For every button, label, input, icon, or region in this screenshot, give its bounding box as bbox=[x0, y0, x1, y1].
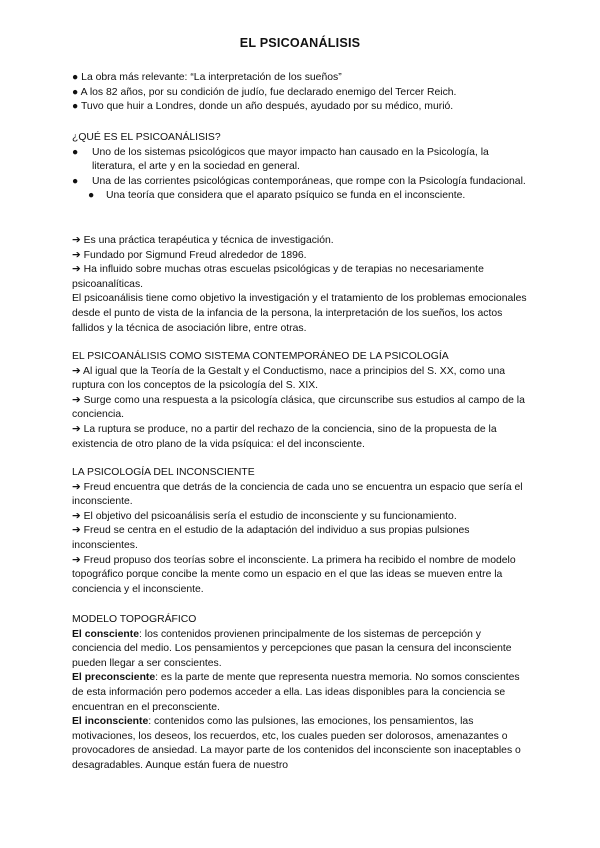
arrow-line: ➔ Freud propuso dos teorías sobre el inconsciente. La primera ha recibido el nombre de modelo topográfico porque concibe la mente como un espacio en el que las ideas se mueven entre la conciencia y el inconsciente. bbox=[72, 554, 516, 595]
arrow-line: ➔ Freud se centra en el estudio de la adaptación del individuo a sus propias pulsiones inconscientes. bbox=[72, 525, 470, 551]
arrow-line: ➔ Ha influido sobre muchas otras escuelas psicológicas y de terapias no necesariamente psicoanalíticas. bbox=[72, 264, 484, 290]
arrow-line: ➔ El objetivo del psicoanálisis sería el estudio de inconsciente y su funcionamiento. bbox=[72, 510, 457, 522]
bullet-icon: ● bbox=[72, 175, 79, 187]
intro-line: ● A los 82 años, por su condición de judío, fue declarado enemigo del Tercer Reich. bbox=[72, 86, 457, 98]
definition-term: El preconsciente bbox=[72, 672, 156, 684]
definition-paragraph bbox=[72, 628, 528, 672]
definition-paragraph bbox=[72, 715, 528, 773]
bullet-list bbox=[72, 146, 528, 204]
arrow-line: ➔ Es una práctica terapéutica y técnica de investigación. bbox=[72, 235, 334, 246]
definition-text: : los contenidos provienen principalmente de los sistemas de percepción y conciencia del medio. Los pensamientos y percepciones que pasan la censura del inconsciente pueden llegar a ser conscientes. bbox=[72, 628, 512, 669]
definition-text: : es la parte de mente que representa nuestra memoria. No somos conscientes de esta información pero podemos acceder a ella. Las ideas disponibles para la conciencia se encuentran en el preconsciente. bbox=[72, 672, 520, 713]
system-section bbox=[72, 350, 528, 452]
definition-term: El inconsciente bbox=[72, 716, 149, 728]
list-item bbox=[72, 175, 528, 190]
definition-text: : contenidos como las pulsiones, las emociones, los pensamientos, las motivaciones, los deseos, los recuerdos, etc, los cuales pueden ser dolorosos, amenazantes o provocadores de ansiedad. La mayor parte de los contenidos del inconsciente son inaceptables o desagradables. Aunque están fuera de nuestro bbox=[72, 716, 521, 771]
bullet-icon: ● bbox=[88, 190, 95, 202]
intro-line: ● La obra más relevante: “La interpretación de los sueños” bbox=[72, 72, 342, 83]
arrow-line: ➔ Fundado por Sigmund Freud alrededor de 1896. bbox=[72, 249, 307, 261]
bullet-icon: ● bbox=[72, 146, 79, 158]
list-item bbox=[72, 146, 528, 175]
list-item-text: Uno de los sistemas psicológicos que mayor impacto han causado en la Psicología, la literatura, el arte y en la sociedad en general. bbox=[92, 146, 489, 173]
list-item bbox=[72, 189, 528, 204]
unconscious-section bbox=[72, 466, 528, 597]
page-title: EL PSICOANÁLISIS bbox=[239, 36, 361, 50]
topographic-section bbox=[72, 613, 528, 774]
arrow-line: ➔ La ruptura se produce, no a partir del rechazo de la conciencia, sino de la propuesta de la existencia de otro plano de la vida psíquica: el del inconsciente. bbox=[72, 423, 497, 450]
section-heading: MODELO TOPOGRÁFICO bbox=[72, 614, 197, 625]
arrow-line: ➔ Surge como una respuesta a la psicología clásica, que circunscribe sus estudios al campo de la conciencia. bbox=[72, 394, 525, 421]
arrow-line: ➔ Al igual que la Teoría de la Gestalt y el Conductismo, nace a principios del S. XX, como una ruptura con los conceptos de la psicología del S. XIX. bbox=[72, 365, 506, 392]
section-heading: ¿QUÉ ES EL PSICOANÁLISIS? bbox=[72, 132, 221, 143]
objective-paragraph: El psicoanálisis tiene como objetivo la investigación y el tratamiento de los problemas emocionales desde el punto de vista de la infancia de la persona, la interpretación de los sueños, los actos fallidos y la técnica de asociación libre, entre otras. bbox=[72, 293, 527, 334]
list-item-text: Una teoría que considera que el aparato psíquico se funda en el inconsciente. bbox=[106, 190, 466, 202]
arrow-line: ➔ Freud encuentra que detrás de la conciencia de cada uno se encuentra un espacio que sería el inconsciente. bbox=[72, 481, 523, 508]
list-item-text: Una de las corrientes psicológicas contemporáneas, que rompe con la Psicología fundacional. bbox=[92, 175, 526, 187]
section-heading: EL PSICOANÁLISIS COMO SISTEMA CONTEMPORÁNEO DE LA PSICOLOGÍA bbox=[72, 351, 449, 362]
intro-line: ● Tuvo que huir a Londres, donde un año después, ayudado por su médico, murió. bbox=[72, 101, 454, 113]
section-heading: LA PSICOLOGÍA DEL INCONSCIENTE bbox=[72, 467, 255, 478]
definition-term: El consciente bbox=[72, 628, 139, 640]
facts-section bbox=[72, 234, 528, 336]
what-is-section bbox=[72, 131, 528, 204]
intro-list bbox=[72, 71, 528, 115]
definition-paragraph bbox=[72, 671, 528, 715]
